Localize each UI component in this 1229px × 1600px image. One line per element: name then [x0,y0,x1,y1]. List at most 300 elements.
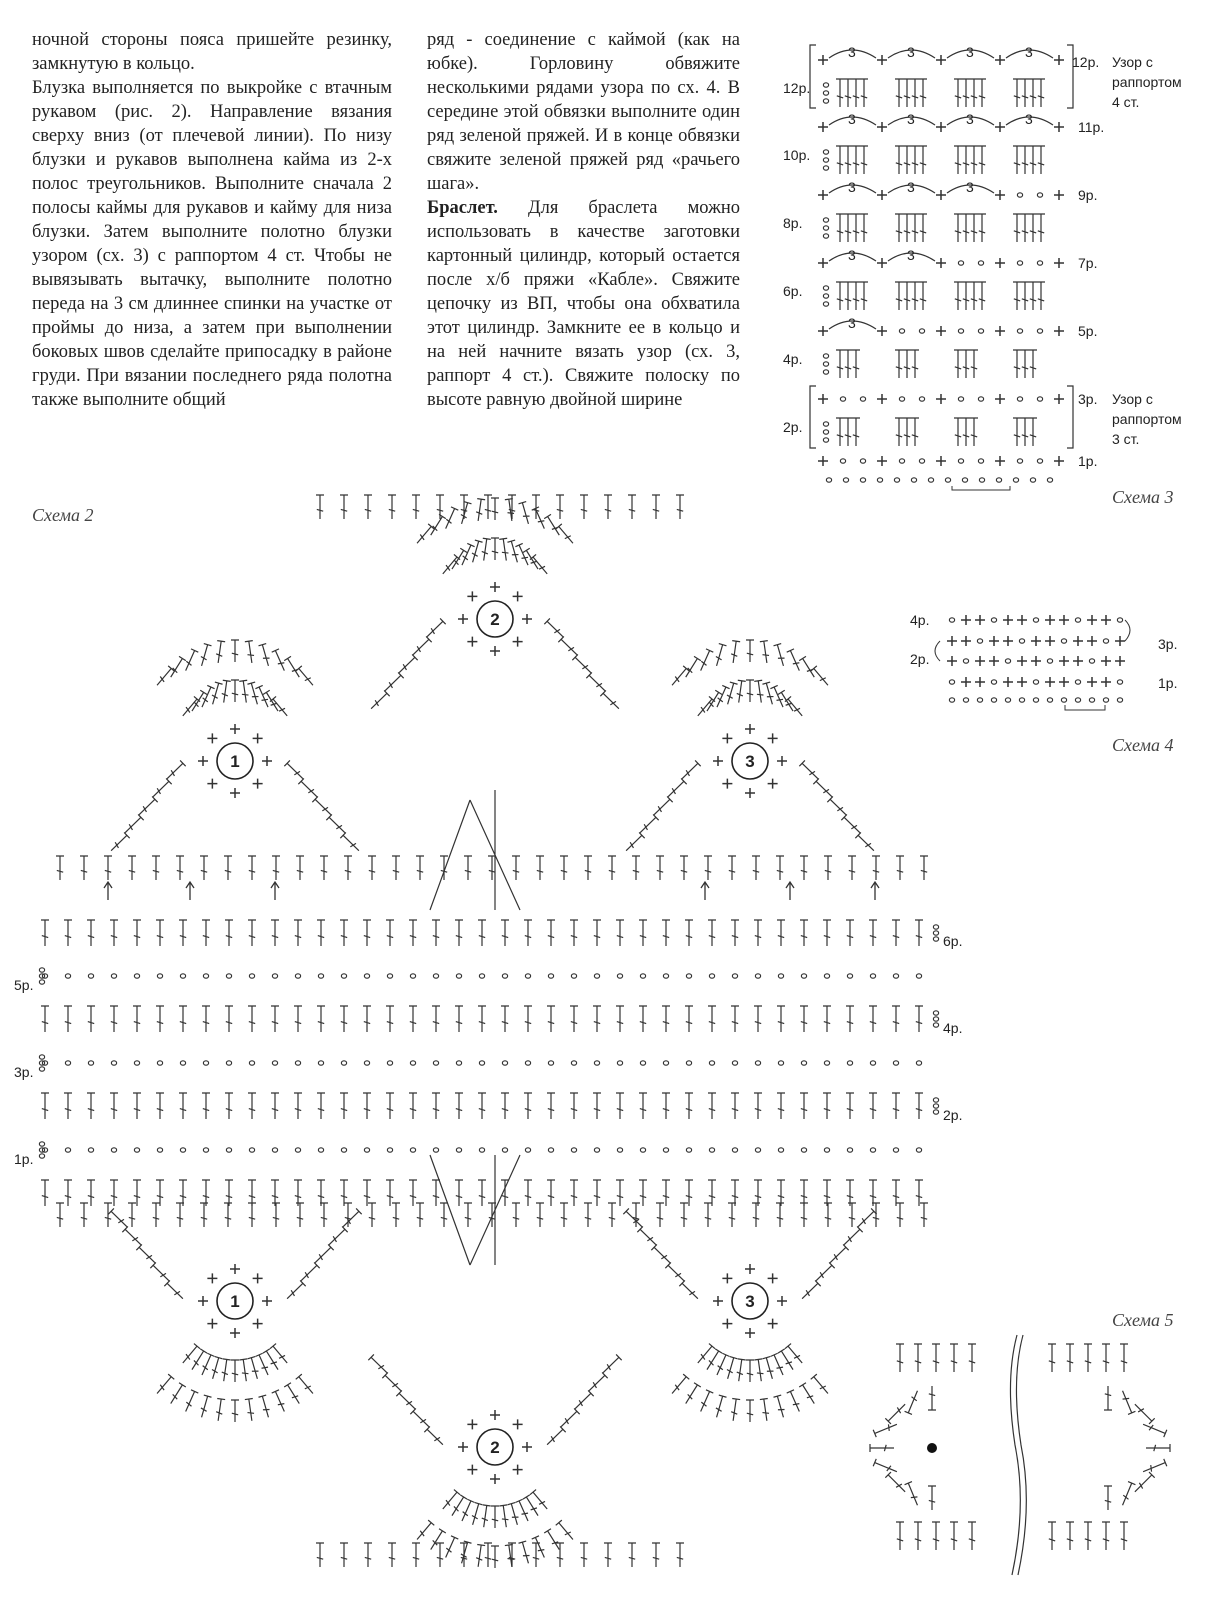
double-crochet-symbol [836,418,844,446]
double-crochet-symbol [800,1203,808,1227]
double-crochet-symbol [860,146,868,174]
double-crochet-symbol [432,1180,440,1206]
chain-stitch-symbol [1033,698,1038,702]
double-crochet-symbol [1066,1522,1074,1550]
double-crochet-symbol [836,282,844,310]
single-crochet-symbol [995,326,1005,336]
double-crochet-symbol [1029,214,1037,242]
double-crochet-symbol [455,1093,463,1119]
double-crochet-symbol [317,1180,325,1206]
double-crochet-symbol [547,920,555,946]
double-crochet-symbol [731,1398,740,1420]
double-crochet-symbol [604,1543,612,1567]
double-crochet-symbol [844,146,852,174]
double-crochet-symbol [41,920,49,946]
chain-stitch-symbol [1019,639,1024,643]
single-crochet-symbol [1115,636,1125,646]
double-crochet-symbol [192,1349,207,1370]
double-crochet-symbol [813,778,832,796]
chain-stitch-symbol [39,1142,44,1146]
double-crochet-symbol [316,495,324,519]
double-crochet-symbol [777,1006,785,1032]
double-crochet-symbol [676,495,684,519]
double-crochet-symbol [950,1522,958,1550]
double-crochet-symbol [1143,1424,1167,1437]
chain-stitch-symbol [686,1148,691,1152]
double-crochet-symbol [962,214,970,242]
single-crochet-symbol [1054,326,1064,336]
chain-stitch-symbol [840,459,845,463]
single-crochet-symbol [745,1328,755,1338]
double-crochet-symbol [133,920,141,946]
double-crochet-symbol [731,641,740,663]
chain-stitch-symbol [39,1067,44,1071]
single-crochet-symbol [253,1319,263,1329]
double-crochet-symbol [186,1390,199,1412]
double-crochet-symbol [340,1180,348,1206]
double-crochet-symbol [294,920,302,946]
double-crochet-symbol [746,640,754,662]
double-crochet-symbol [413,636,432,654]
double-crochet-symbol [754,1006,762,1032]
single-crochet-symbol [713,756,723,766]
double-crochet-symbol [482,538,491,560]
double-crochet-symbol [409,1180,417,1206]
chain-stitch-symbol [860,459,865,463]
double-crochet-symbol [824,1203,832,1227]
direction-arrow [104,882,112,900]
double-crochet-symbol [978,146,986,174]
row-label: 4р. [783,351,803,367]
chain-stitch-symbol [978,329,983,333]
double-crochet-symbol [911,214,919,242]
double-crochet-symbol [662,1093,670,1119]
paragraph: ряд - соединение с каймой (как на юбке). Горловину обвяжите несколькими рядами узора по сх. 4. В середине этой обвязки выполните один ряд зеленой пряжей. И в конце обвязки свяжите зеленой пряжей ряд «рачьего шага». [427,30,740,194]
double-crochet-symbol [668,778,687,796]
double-crochet-symbol [410,1408,429,1426]
double-crochet-symbol [639,920,647,946]
chain-stitch-symbol [1061,698,1066,702]
double-crochet-symbol [547,1006,555,1032]
chain-stitch-symbol [893,974,898,978]
double-crochet-symbol [656,856,664,880]
double-crochet-symbol [202,1006,210,1032]
double-crochet-symbol [708,920,716,946]
single-crochet-symbol [1054,456,1064,466]
single-crochet-symbol [1045,615,1055,625]
double-crochet-symbol [950,1344,958,1372]
double-crochet-symbol [225,1006,233,1032]
chain-stitch-symbol [709,1148,714,1152]
double-crochet-symbol [315,1244,334,1262]
chain-stitch-symbol [823,302,828,306]
double-crochet-symbol [556,1520,573,1539]
double-crochet-symbol [225,920,233,946]
double-crochet-symbol [80,856,88,880]
double-crochet-symbol [685,920,693,946]
double-crochet-symbol [326,814,345,832]
double-crochet-symbol [919,214,927,242]
double-crochet-symbol [1029,282,1037,310]
single-crochet-symbol [1115,656,1125,666]
chain-stitch-symbol [272,1061,277,1065]
single-crochet-symbol [1101,656,1111,666]
chain-stitch-symbol [502,1061,507,1065]
double-crochet-symbol [386,1006,394,1032]
chain-stitch-symbol [958,329,963,333]
row-label: 6р. [783,283,803,299]
single-crochet-symbol [230,1328,240,1338]
double-crochet-symbol [777,1180,785,1206]
double-crochet-symbol [1029,146,1037,174]
single-crochet-symbol [230,788,240,798]
chain-stitch-symbol [640,974,645,978]
chain-stitch-symbol [823,370,828,374]
double-crochet-symbol [41,1093,49,1119]
double-crochet-symbol [200,856,208,880]
double-crochet-symbol [544,1529,559,1550]
double-crochet-symbol [478,1180,486,1206]
single-crochet-symbol [513,1419,523,1429]
double-crochet-symbol [651,1244,670,1262]
double-crochet-symbol [412,495,420,519]
chain-stitch-symbol [824,1061,829,1065]
double-crochet-symbol [626,832,645,850]
double-crochet-symbol [639,1093,647,1119]
chain-stitch-symbol [1017,459,1022,463]
double-crochet-symbol [472,540,483,562]
double-crochet-symbol [570,1180,578,1206]
double-crochet-symbol [512,1203,520,1227]
chain-stitch-symbol [894,478,899,482]
double-crochet-symbol [452,1495,467,1516]
chain-stitch-symbol [479,974,484,978]
double-crochet-symbol [519,502,530,524]
single-crochet-symbol [936,456,946,466]
double-crochet-symbol [754,1359,763,1381]
chain-stitch-symbol [996,478,1001,482]
chain-stitch-symbol [977,639,982,643]
single-crochet-symbol [995,55,1005,65]
single-crochet-symbol [936,55,946,65]
chain-stitch-symbol [134,974,139,978]
double-crochet-symbol [701,649,714,671]
single-crochet-symbol [722,1273,732,1283]
row-label: 11р. [1078,119,1105,135]
pattern-note: раппортом [1112,411,1182,427]
chain-stitch-symbol [928,478,933,482]
double-crochet-symbol [604,495,612,519]
chain-stitch-symbol [134,1148,139,1152]
chain-stitch-symbol [617,1148,622,1152]
double-crochet-symbol [978,282,986,310]
single-crochet-symbol [207,1273,217,1283]
double-crochet-symbol [259,1395,270,1417]
double-crochet-symbol [344,856,352,880]
single-crochet-symbol [745,1264,755,1274]
chain-stitch-symbol [387,974,392,978]
chain-stitch-symbol [548,1061,553,1065]
pattern-note: 3 ст. [1112,431,1140,447]
double-crochet-symbol [87,1180,95,1206]
double-crochet-symbol [312,796,331,814]
double-crochet-symbol [436,495,444,519]
chain-stitch-symbol [525,1061,530,1065]
double-crochet-symbol [364,495,372,519]
double-crochet-symbol [128,1203,136,1227]
single-crochet-symbol [961,636,971,646]
double-crochet-symbol [491,498,499,520]
double-crochet-symbol [970,146,978,174]
chain-stitch-symbol [778,1148,783,1152]
double-crochet-symbol [737,1359,746,1381]
chain-stitch-symbol [65,1061,70,1065]
single-crochet-symbol [947,636,957,646]
bracket [1067,386,1073,448]
double-crochet-symbol [680,1203,688,1227]
chain-stitch-symbol [893,1061,898,1065]
double-crochet-symbol [547,1093,555,1119]
double-crochet-symbol [110,1006,118,1032]
chain-stitch-symbol [916,1148,921,1152]
chain-stitch-symbol [933,1017,938,1021]
double-crochet-symbol [954,146,962,174]
double-crochet-symbol [586,672,605,690]
single-crochet-symbol [768,1319,778,1329]
double-crochet-symbol [363,920,371,946]
scheme-4-labels [910,612,1177,691]
double-crochet-symbol [296,1374,313,1393]
double-crochet-symbol [248,1180,256,1206]
double-crochet-symbol [846,1180,854,1206]
double-crochet-symbol [978,79,986,107]
motif-number: 1 [230,752,240,771]
double-crochet-symbol [560,1203,568,1227]
double-crochet-symbol [895,282,903,310]
chain-stitch-symbol [933,937,938,941]
double-crochet-symbol [762,682,773,704]
joining-lines [430,790,520,910]
chain-stitch-symbol [945,478,950,482]
double-crochet-symbol [852,418,860,446]
double-crochet-symbol [431,1529,446,1550]
single-crochet-symbol [253,779,263,789]
chain-stitch-symbol [134,1061,139,1065]
double-crochet-symbol [776,1203,784,1227]
double-crochet-symbol [179,1180,187,1206]
double-crochet-symbol [536,1203,544,1227]
chain-count: 3 [907,44,915,60]
chain-stitch-symbol [686,974,691,978]
double-crochet-symbol [298,778,317,796]
single-crochet-symbol [1059,677,1069,687]
double-crochet-symbol [727,682,738,704]
single-crochet-symbol [1017,677,1027,687]
row-label: 5р. [1078,323,1098,339]
double-crochet-symbol [1037,146,1045,174]
double-crochet-symbol [392,856,400,880]
double-crochet-symbol [895,214,903,242]
double-crochet-symbol [133,1093,141,1119]
double-crochet-symbol [954,214,962,242]
chain-count: 3 [907,247,915,263]
double-crochet-symbol [632,856,640,880]
double-crochet-symbol [970,214,978,242]
chain-stitch-symbol [226,1148,231,1152]
double-crochet-symbol [903,282,911,310]
double-crochet-symbol [932,1344,940,1372]
double-crochet-symbol [1013,418,1021,446]
double-crochet-symbol [593,1180,601,1206]
single-crochet-symbol [995,190,1005,200]
chain-stitch-symbol [823,83,828,87]
single-crochet-symbol [961,615,971,625]
chain-stitch-symbol [525,1148,530,1152]
chain-stitch-symbol [318,1148,323,1152]
double-crochet-symbol [787,649,800,671]
single-crochet-symbol [253,733,263,743]
single-crochet-symbol [1059,615,1069,625]
double-crochet-symbol [895,79,903,107]
double-crochet-symbol [846,1093,854,1119]
double-crochet-symbol [272,856,280,880]
double-crochet-symbol [245,641,254,663]
double-crochet-symbol [547,1426,566,1444]
chain-stitch-symbol [1117,680,1122,684]
double-crochet-symbol [532,1536,545,1558]
chain-count: 3 [966,44,974,60]
double-crochet-symbol [686,656,701,677]
double-crochet-symbol [484,1543,492,1567]
double-crochet-symbol [919,282,927,310]
double-crochet-symbol [156,1180,164,1206]
motif-number: 3 [745,1292,755,1311]
chain-stitch-symbol [157,1148,162,1152]
chain-stitch-symbol [991,698,996,702]
double-crochet-symbol [248,1203,256,1227]
chain-stitch-symbol [916,1061,921,1065]
double-crochet-symbol [685,1180,693,1206]
double-crochet-symbol [171,656,186,677]
double-crochet-symbol [416,1203,424,1227]
double-crochet-symbol [800,1093,808,1119]
double-crochet-symbol [294,1093,302,1119]
double-crochet-symbol [707,1349,722,1370]
chain-stitch-symbol [88,1061,93,1065]
double-crochet-symbol [186,649,199,671]
row-label: 12р. [783,80,811,96]
chain-stitch-symbol [870,1148,875,1152]
chain-stitch-symbol [823,150,828,154]
chain-stitch-symbol [387,1061,392,1065]
double-crochet-symbol [811,1374,828,1393]
double-crochet-symbol [1013,214,1021,242]
double-crochet-symbol [914,1344,922,1372]
double-crochet-symbol [87,920,95,946]
single-crochet-symbol [877,258,887,268]
row-label: 4р. [943,1020,963,1036]
single-crochet-symbol [1101,677,1111,687]
single-crochet-symbol [722,779,732,789]
chain-stitch-symbol [1037,193,1042,197]
double-crochet-symbol [962,350,970,378]
double-crochet-symbol [639,1006,647,1032]
double-crochet-symbol [176,856,184,880]
chain-stitch-symbol [410,1148,415,1152]
chain-stitch-symbol [958,261,963,265]
chain-stitch-symbol [1075,680,1080,684]
double-crochet-symbol [179,1006,187,1032]
double-crochet-symbol [340,1543,348,1567]
direction-arrow [186,882,194,900]
chain-count: 3 [848,247,856,263]
double-crochet-symbol [680,856,688,880]
row-label: 3р. [14,1064,34,1080]
double-crochet-symbol [382,1372,401,1390]
chain-stitch-symbol [157,1061,162,1065]
chain-count: 3 [848,44,856,60]
chain-stitch-symbol [272,974,277,978]
double-crochet-symbol [247,1357,258,1379]
chain-stitch-symbol [318,1061,323,1065]
chain-stitch-symbol [640,1061,645,1065]
double-crochet-symbol [491,1506,499,1528]
double-crochet-symbol [424,1426,443,1444]
double-crochet-symbol [371,690,390,708]
chain-stitch-symbol [548,1148,553,1152]
double-crochet-symbol [284,1383,299,1404]
chain-stitch-symbol [1047,659,1052,663]
double-crochet-symbol [970,79,978,107]
chain-stitch-symbol [933,1110,938,1114]
single-crochet-symbol [253,1273,263,1283]
double-crochet-symbol [239,1359,248,1381]
chain-stitch-symbol [978,459,983,463]
double-crochet-symbol [895,418,903,446]
single-crochet-symbol [1045,677,1055,687]
double-crochet-symbol [179,920,187,946]
double-crochet-symbol [1135,1472,1155,1492]
chain-stitch-symbol [364,974,369,978]
chain-stitch-symbol [899,397,904,401]
chain-stitch-symbol [963,698,968,702]
pattern-note: Узор с [1112,54,1153,70]
single-crochet-symbol [936,326,946,336]
double-crochet-symbol [754,920,762,946]
double-crochet-symbol [272,1390,285,1412]
chain-stitch-symbol [111,1148,116,1152]
single-crochet-symbol [777,756,787,766]
chain-stitch-symbol [933,1098,938,1102]
chain-stitch-symbol [823,158,828,162]
double-crochet-symbol [399,654,418,672]
double-crochet-symbol [111,832,130,850]
single-crochet-symbol [1017,656,1027,666]
single-crochet-symbol [768,733,778,743]
double-crochet-symbol [970,282,978,310]
double-crochet-symbol [80,1203,88,1227]
double-crochet-symbol [746,680,754,702]
single-crochet-symbol [877,326,887,336]
row-label: 2р. [910,651,930,667]
chain-stitch-symbol [249,1148,254,1152]
motif-number: 2 [490,1438,500,1457]
row-label: 3р. [1078,391,1098,407]
chain-stitch-symbol [977,698,982,702]
chain-stitch-symbol [39,1154,44,1158]
bracket [810,386,816,448]
double-crochet-symbol [216,641,225,663]
